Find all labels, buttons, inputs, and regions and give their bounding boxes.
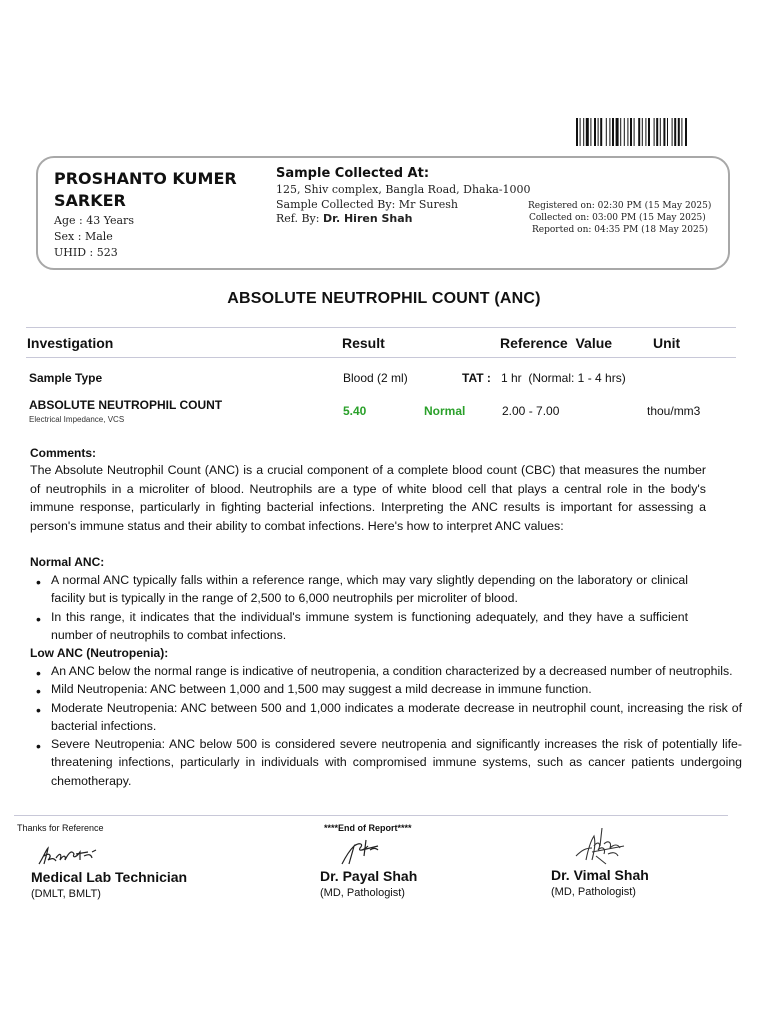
signatory-degree: (MD, Pathologist): [551, 886, 636, 898]
sample-type-value: Blood (2 ml): [343, 371, 408, 385]
thanks-note: Thanks for Reference: [17, 823, 104, 833]
signatory-name: Medical Lab Technician: [31, 869, 188, 885]
signatory-name: Dr. Vimal Shah: [551, 867, 649, 883]
patient-uhid: UHID : 523: [54, 246, 118, 259]
ref-doctor: Dr. Hiren Shah: [322, 212, 413, 225]
patient-name: PROSHANTO KUMER SARKER: [54, 169, 237, 210]
barcode-bar: [590, 118, 591, 146]
list-item: • An ANC below the normal range is indicative of neutropenia, a condition characterized by a decreased number of neutrophils.: [30, 662, 742, 680]
signature-payal-shah: [340, 836, 382, 868]
tat-value: 1 hr (Normal: 1 - 4 hrs): [501, 371, 626, 385]
signatory-degree: (MD, Pathologist): [320, 887, 405, 899]
divider: [26, 327, 736, 328]
divider: [14, 815, 728, 816]
barcode-bar: [630, 118, 632, 146]
signature-technician: [36, 842, 102, 868]
barcode-bar: [609, 118, 610, 146]
test-reference: 2.00 - 7.00: [502, 404, 560, 418]
patient-info-box: [36, 156, 730, 270]
low-anc-title: Low ANC (Neutropenia):: [30, 646, 169, 660]
barcode-bar: [663, 118, 665, 146]
tat-label: TAT :: [462, 371, 491, 385]
signatory-degree: (DMLT, BMLT): [31, 888, 101, 900]
header-investigation: Investigation: [27, 335, 114, 351]
barcode-bar: [685, 118, 687, 146]
barcode-bar: [656, 118, 658, 146]
barcode-bar: [654, 118, 655, 146]
barcode-bar: [638, 118, 640, 146]
barcode-bar: [606, 118, 607, 146]
barcode-bar: [642, 118, 643, 146]
header-result: Result: [342, 335, 385, 351]
patient-sex: Sex : Male: [54, 230, 113, 243]
patient-age: Age : 43 Years: [54, 214, 134, 227]
comments-body: The Absolute Neutrophil Count (ANC) is a crucial component of a complete blood count (CBC) that measures the number of neutrophils in a microliter of blood. Neutrophils are a type of white blood cell that plays a central role in the body's immune response, particularly in fighting bacterial infections. Interpreting the ANC results is important for assessing a person's immune status and their ability to combat infections. Here's how to interpret ANC values:: [30, 463, 706, 533]
ref-label: Ref. By:: [276, 212, 320, 225]
barcode-bar: [616, 118, 619, 146]
barcode-bar: [674, 118, 676, 146]
comments-title: Comments:: [30, 446, 97, 460]
barcode-bar: [624, 118, 625, 146]
barcode-bar: [612, 118, 614, 146]
divider: [26, 357, 736, 358]
barcode-bar: [627, 118, 628, 146]
barcode-bar: [594, 118, 596, 146]
header-reference: Reference Value: [500, 335, 613, 351]
reported-date: Reported on: 04:35 PM (18 May 2025): [532, 225, 708, 235]
barcode-bar: [681, 118, 682, 146]
barcode-bar: [586, 118, 589, 146]
low-anc-list: [30, 662, 742, 790]
barcode-bar: [672, 118, 673, 146]
registered-date: Registered on: 02:30 PM (15 May 2025): [528, 201, 712, 211]
barcode-bar: [580, 118, 581, 146]
test-result: 5.40: [343, 404, 367, 418]
list-item: • In this range, it indicates that the individual's immune system is functioning adequately, and they have a sufficient number of neutrophils to combat infections.: [30, 608, 688, 645]
test-flag: Normal: [424, 404, 466, 418]
barcode-bar: [660, 118, 661, 146]
list-item: • A normal ANC typically falls within a reference range, which may vary slightly depending on the laboratory or clinical facility but is typically in the range of 2,500 to 6,000 neutrophils per microliter of blood.: [30, 571, 688, 608]
barcode-bar: [598, 118, 599, 146]
list-item: • Severe Neutropenia: ANC below 500 is considered severe neutropenia and significantly increases the risk of potentially life-threatening infections, particularly in individuals with compromised immune systems, such as cancer patients undergoing chemotherapy.: [30, 735, 742, 790]
barcode-bar: [600, 118, 602, 146]
barcode-bar: [645, 118, 646, 146]
report-title: ABSOLUTE NEUTROPHIL COUNT (ANC): [227, 290, 541, 307]
test-unit: thou/mm3: [647, 404, 701, 418]
barcode-bar: [576, 118, 578, 146]
collected-date: Collected on: 03:00 PM (15 May 2025): [529, 213, 706, 223]
test-name: ABSOLUTE NEUTROPHIL COUNT: [29, 398, 223, 412]
sample-type-label: Sample Type: [29, 371, 103, 385]
normal-anc-list: [30, 571, 688, 644]
referred-by: [276, 212, 413, 225]
sample-collected-title: Sample Collected At:: [276, 166, 430, 181]
barcode-bar: [634, 118, 635, 146]
barcode-bar: [620, 118, 621, 146]
signature-vimal-shah: [572, 826, 630, 866]
normal-anc-title: Normal ANC:: [30, 555, 105, 569]
barcode-bar: [678, 118, 680, 146]
list-item: • Mild Neutropenia: ANC between 1,000 and 1,500 may suggest a mild decrease in immune function.: [30, 680, 742, 698]
barcode-bar: [667, 118, 668, 146]
test-method: Electrical Impedance, VCS: [29, 415, 125, 424]
barcode-bar: [583, 118, 584, 146]
header-unit: Unit: [653, 335, 681, 351]
signatory-name: Dr. Payal Shah: [320, 868, 418, 884]
end-of-report: ****End of Report****: [324, 823, 412, 833]
sample-collected-by: Sample Collected By: Mr Suresh: [276, 198, 458, 211]
barcode-bar: [648, 118, 650, 146]
list-item: • Moderate Neutropenia: ANC between 500 and 1,000 indicates a moderate decrease in neutrophil count, increasing the risk of bacterial infections.: [30, 699, 742, 736]
barcode: [576, 118, 730, 146]
sample-address: 125, Shiv complex, Bangla Road, Dhaka-1000: [276, 183, 531, 196]
